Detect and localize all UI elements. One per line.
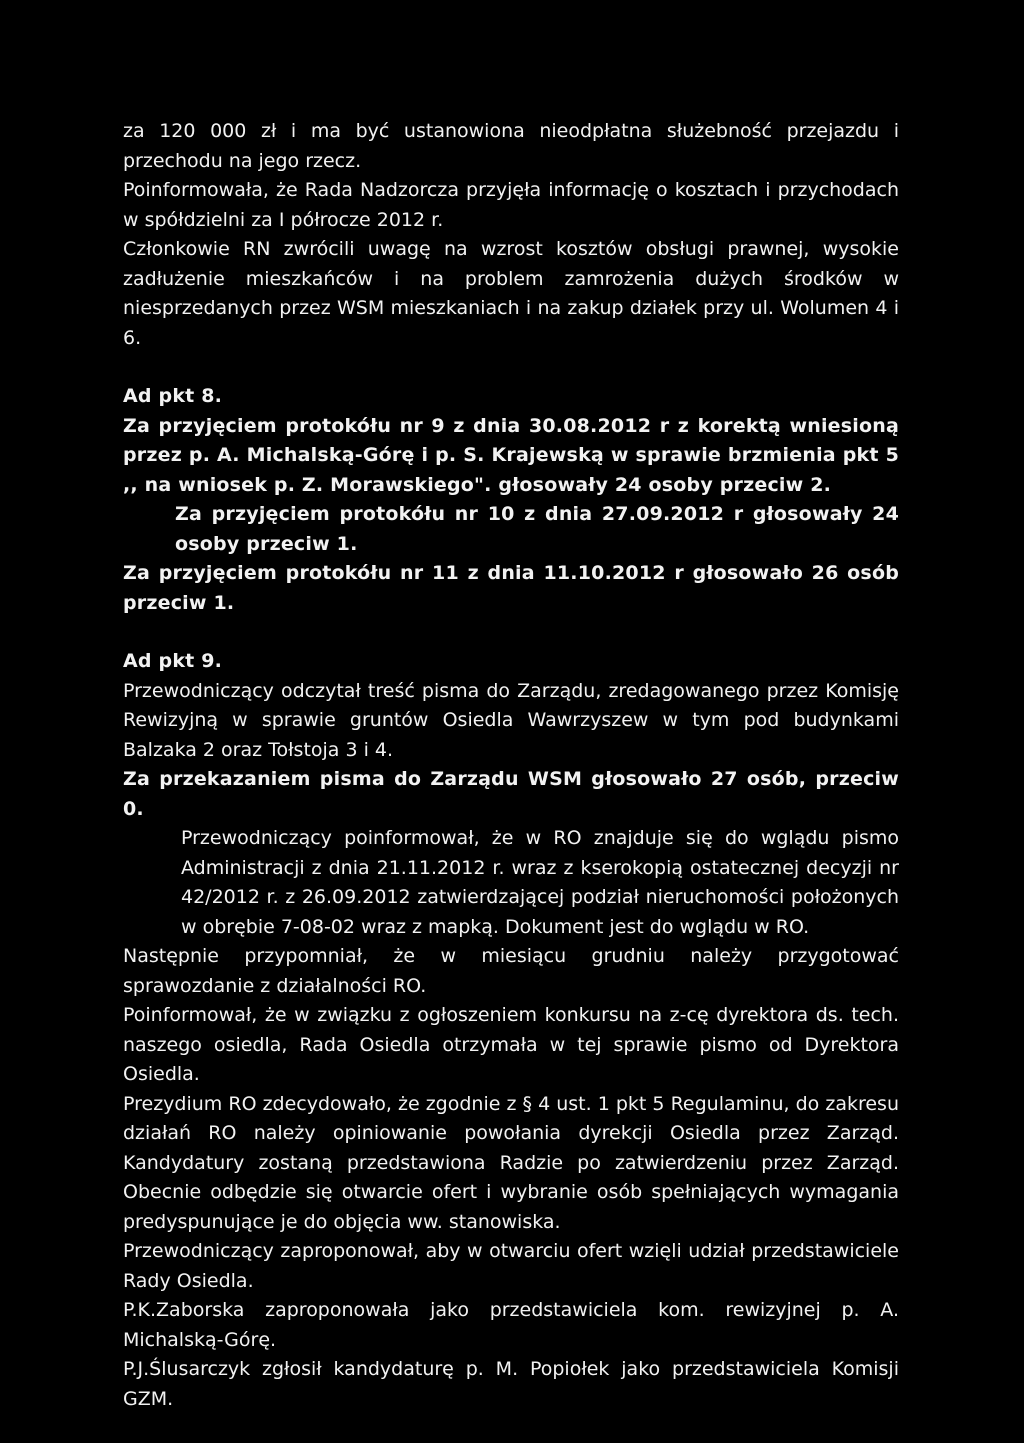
paragraph-slusarczyk-candidate: P.J.Ślusarczyk zgłosił kandydaturę p. M. Popiołek jako przedstawiciela Komisji GZM.	[123, 1358, 899, 1410]
spacer	[123, 618, 899, 647]
paragraph-zaborska-proposal: P.K.Zaborska zaproponowała jako przedstawiciela kom. rewizyjnej p. A. Michalską-Górę.	[123, 1299, 899, 1351]
heading-ad-pkt-8: Ad pkt 8.	[123, 385, 223, 407]
vote-protocol-10: Za przyjęciem protokółu nr 10 z dnia 27.09.2012 r głosowały 24 osoby przeciw 1.	[175, 503, 899, 555]
paragraph-december-report: Następnie przypomniał, że w miesiącu grudniu należy przygotować sprawozdanie z działalności RO.	[123, 945, 899, 997]
paragraph-rn-members-remarks: Członkowie RN zwrócili uwagę na wzrost kosztów obsługi prawnej, wysokie zadłużenie mieszkańców i na problem zamrożenia dużych środków w niesprzedanych przez WSM mieszkaniach i na zakup działek przy ul. Wolumen 4 i 6.	[123, 238, 899, 349]
document-page	[123, 117, 899, 1414]
paragraph-easement: za 120 000 zł i ma być ustanowiona nieodpłatna służebność przejazdu i przechodu na jego rzecz.	[123, 120, 899, 172]
vote-letter-transfer: Za przekazaniem pisma do Zarządu WSM głosowało 27 osób, przeciw 0.	[123, 768, 899, 820]
spacer	[123, 353, 899, 382]
paragraph-letter-to-board: Przewodniczący odczytał treść pisma do Zarządu, zredagowanego przez Komisję Rewizyjną w sprawie gruntów Osiedla Wawrzyszew w tym pod budynkami Balzaka 2 oraz Tołstoja 3 i 4.	[123, 679, 899, 761]
vote-protocol-9: Za przyjęciem protokółu nr 9 z dnia 30.08.2012 r z korektą wniesioną przez p. A. Michalską-Górę i p. S. Krajewską w sprawie brzmienia pkt 5 ,, na wniosek p. Z. Morawskiego". głosowały 24 osoby przeciw 2.	[123, 414, 899, 496]
vote-protocol-11: Za przyjęciem protokółu nr 11 z dnia 11.10.2012 r głosowało 26 osób przeciw 1.	[123, 562, 899, 614]
paragraph-chairman-proposal: Przewodniczący zaproponował, aby w otwarciu ofert wzięli udział przedstawiciele Rady Osiedla.	[123, 1240, 899, 1292]
heading-ad-pkt-9: Ad pkt 9.	[123, 650, 223, 672]
paragraph-presidium-decision: Prezydium RO zdecydowało, że zgodnie z § 4 ust. 1 pkt 5 Regulaminu, do zakresu działań RO należy opiniowanie powołania dyrekcji Osiedla przez Zarząd. Kandydatury zostaną przedstawiona Radzie po zatwierdzeniu przez Zarząd. Obecnie odbędzie się otwarcie ofert i wybranie osób spełniających wymagania predyspunujące je do objęcia ww. stanowiska.	[123, 1092, 899, 1233]
paragraph-administration-letter: Przewodniczący poinformował, że w RO znajduje się do wglądu pismo Administracji z dnia 21.11.2012 r. wraz z kserokopią ostatecznej decyzji nr 42/2012 r. z 26.09.2012 zatwierdzającej podział nieruchomości położonych w obrębie 7-08-02 wraz z mapką. Dokument jest do wglądu w RO.	[181, 827, 899, 938]
paragraph-supervisory-board-info: Poinformowała, że Rada Nadzorcza przyjęła informację o kosztach i przychodach w spółdzielni za I półrocze 2012 r.	[123, 179, 899, 231]
paragraph-director-competition: Poinformował, że w związku z ogłoszeniem konkursu na z-cę dyrektora ds. tech. naszego osiedla, Rada Osiedla otrzymała w tej sprawie pismo od Dyrektora Osiedla.	[123, 1004, 899, 1085]
